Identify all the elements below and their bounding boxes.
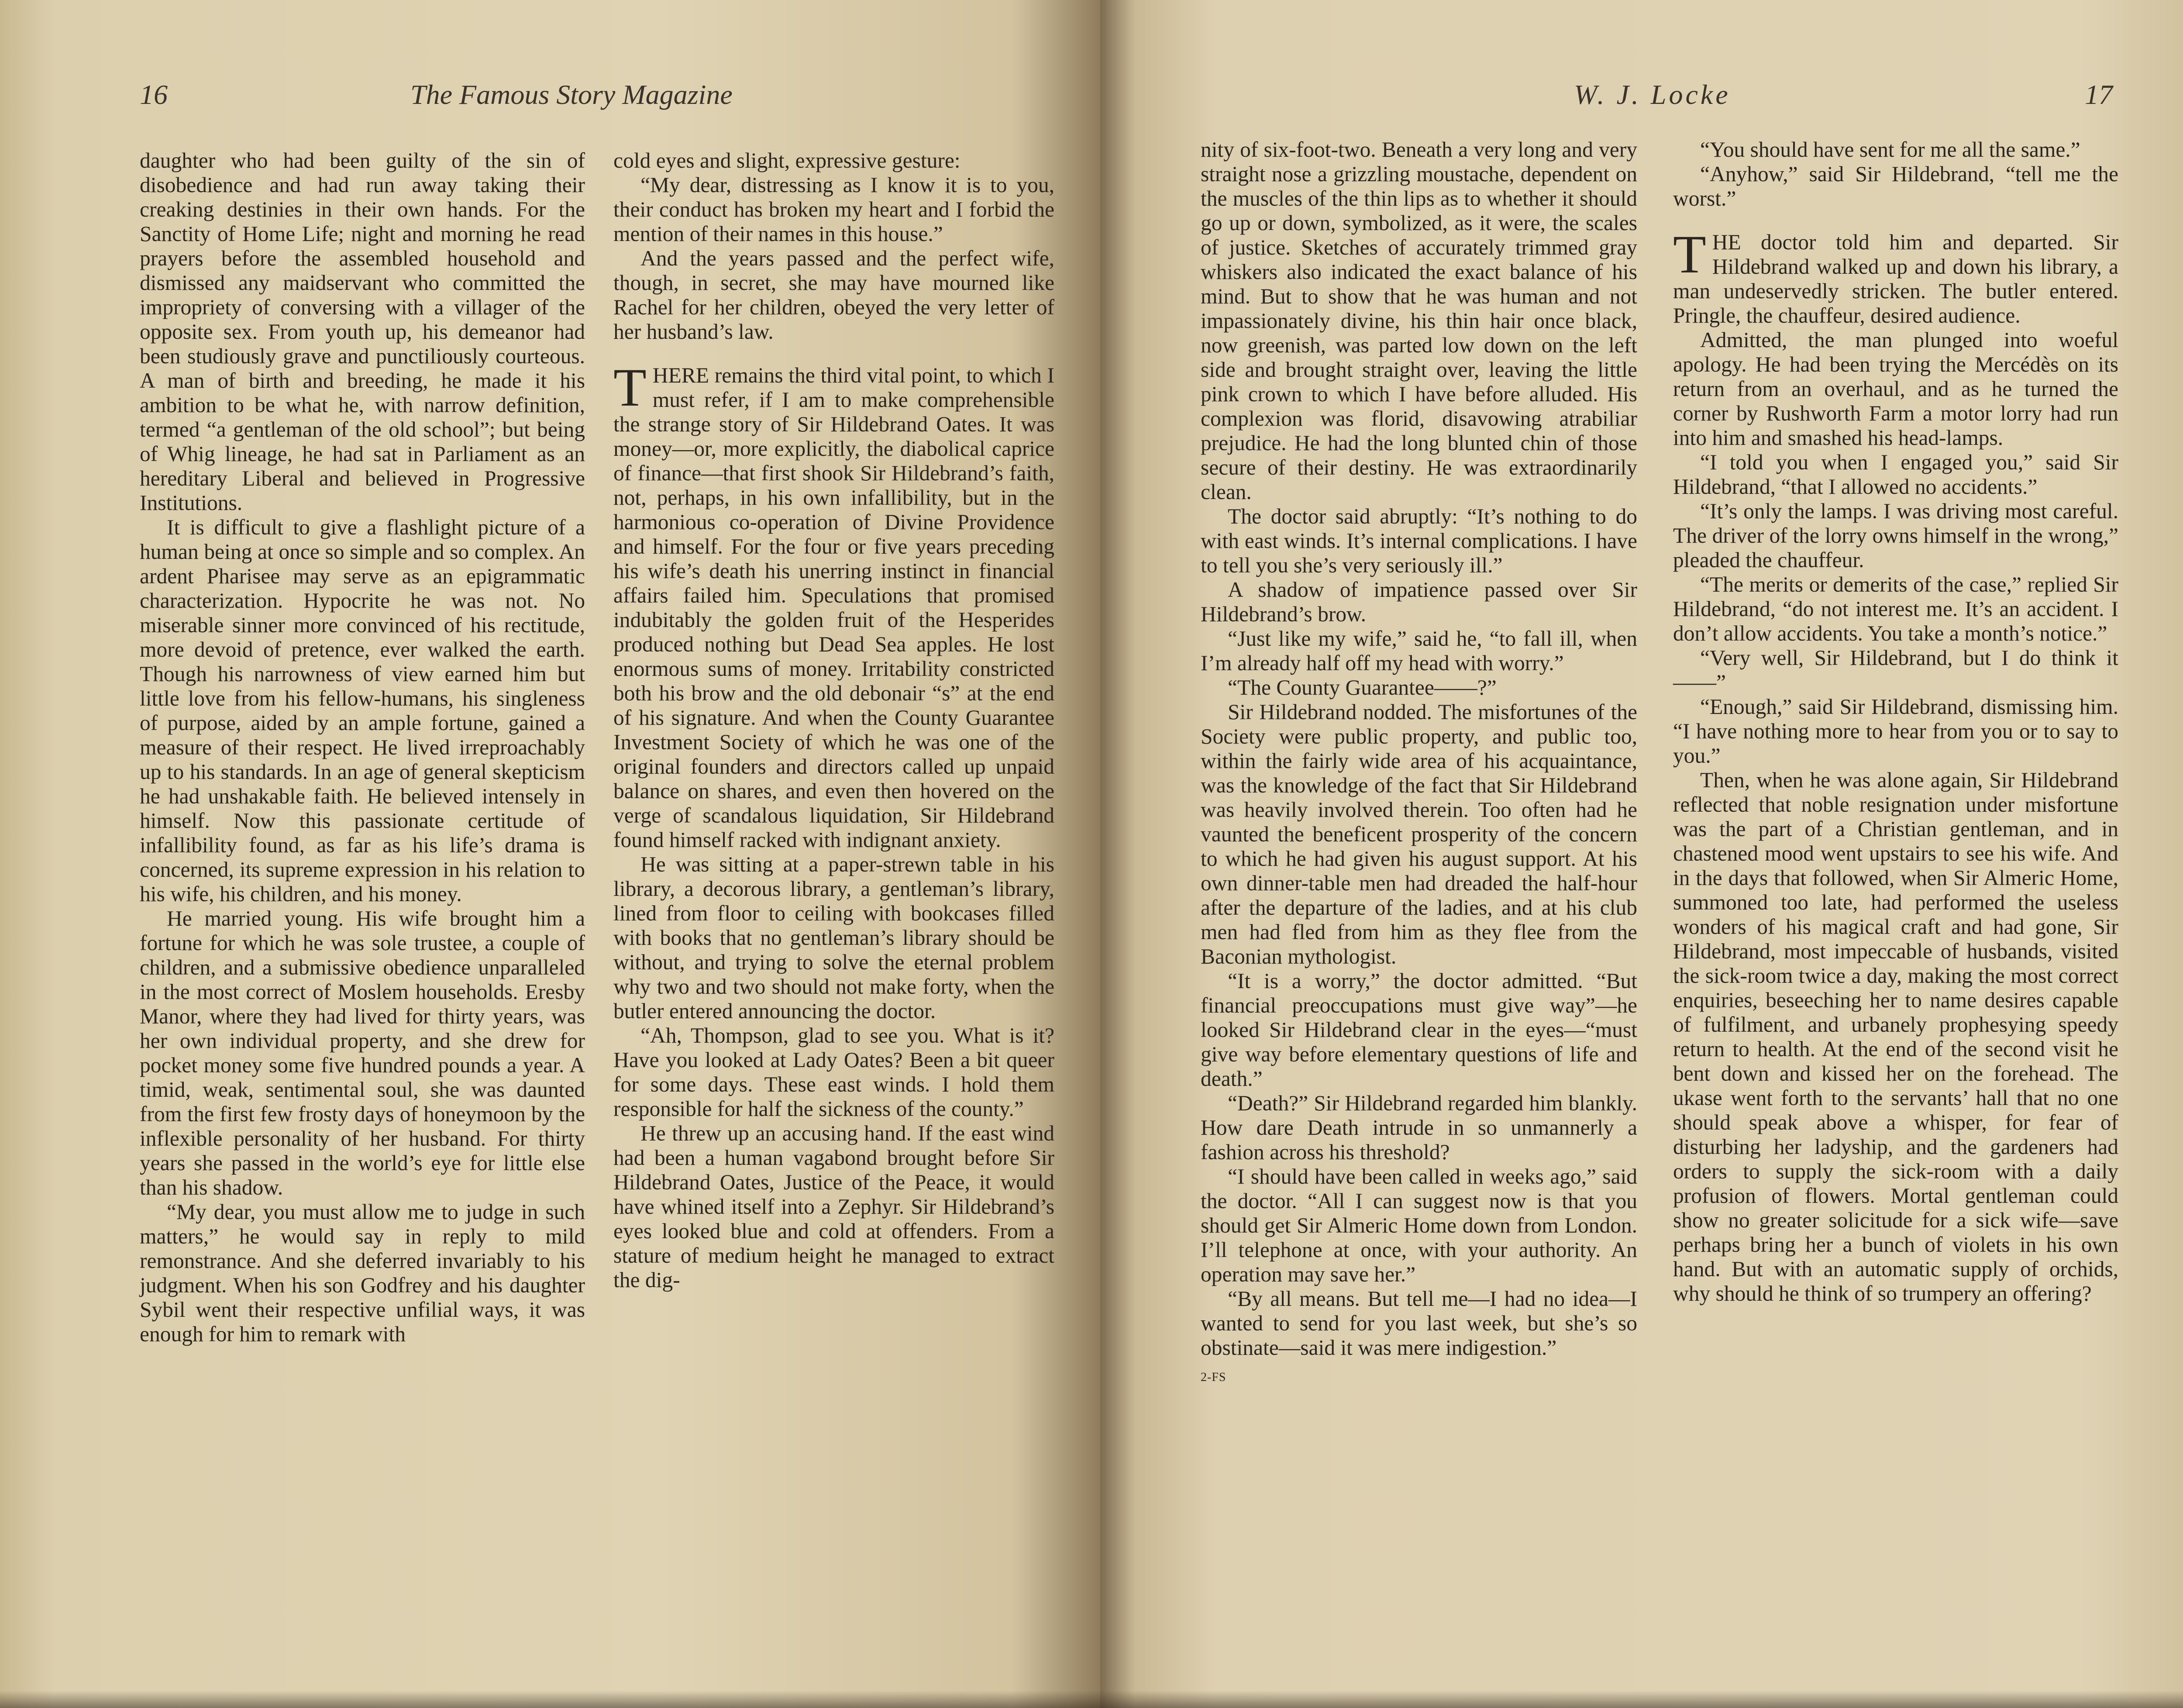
paragraph: “I told you when I engaged you,” said Sir Hildebrand, “that I allowed no accidents.”	[1673, 450, 2118, 499]
paragraph: Sir Hildebrand nodded. The misfortunes of the Society were public property, and public too, within the fairly wide area of his acquaintance, was the knowledge of the fact that Sir Hildebrand was heavily involved therein. Too often had he vaunted the beneficent prosperity of the concern to which he had given his august support. At his own dinner-table men had dreaded the half-hour after the departure of the ladies, and at his club men had fled from him as they flee from the Baconian mythologist.	[1201, 700, 1637, 968]
paragraph: A shadow of impatience passed over Sir Hildebrand’s brow.	[1201, 578, 1637, 626]
paragraph: He married young. His wife brought him a fortune for which he was sole trustee, a couple of children, and a submissive obedience unparalleled in the most correct of Moslem households. Eresby Manor, where they had lived for thirty years, was her own individual property, and she drew for pocket money some five hundred pounds a year. A timid, weak, sentimental soul, she was daunted from the first few frosty days of honeymoon by the inflexible personality of her husband. For thirty years she passed in the world’s eye for little else than his shadow.	[140, 906, 585, 1199]
signature-mark: 2-FS	[1201, 1371, 1226, 1384]
right-page-column-2	[1673, 138, 2118, 1306]
paragraph: And the years passed and the perfect wife, though, in secret, she may have mourned like Rachel for her children, obeyed the very letter of her husband’s law.	[613, 246, 1054, 344]
page-number: 16	[140, 79, 168, 110]
page-edge-shadow	[1100, 1691, 2183, 1708]
paragraph: The doctor said abruptly: “It’s nothing to do with east winds. It’s internal complications. I have to tell you she’s very seriously ill.”	[1201, 504, 1637, 577]
right-page	[1100, 0, 2183, 1708]
paragraph: “By all means. But tell me—I had no idea—I wanted to send for you last week, but she’s so obstinate—said it was mere indigestion.”	[1201, 1287, 1637, 1360]
left-page-column-1	[140, 148, 585, 1346]
paragraph: He threw up an accusing hand. If the east wind had been a human vagabond brought before Sir Hildebrand Oates, Justice of the Peace, it would have whined itself into a Zephyr. Sir Hildebrand’s eyes looked blue and cold at offenders. From a stature of medium height he managed to extract the dig-	[613, 1121, 1054, 1292]
paragraph: He was sitting at a paper-strewn table in his library, a decorous library, a gentleman’s library, lined from floor to ceiling with bookcases filled with books that no gentleman’s library should be without, and trying to solve the eternal problem why two and two should not make forty, when the butler entered announcing the doctor.	[613, 852, 1054, 1023]
paragraph: daughter who had been guilty of the sin of disobedience and had run away taking their creaking destinies in their own hands. For the Sanctity of Home Life; night and morning he read prayers before the assembled household and dismissed any maidservant who committed the impropriety of conversing with a villager of the opposite sex. From youth up, his demeanor had been studiously grave and punctiliously courteous. A man of birth and breeding, he made it his ambition to be what he, with narrow definition, termed “a gentleman of the old school”; but being of Whig lineage, he had sat in Parliament as an hereditary Liberal and believed in Progressive Institutions.	[140, 148, 585, 515]
paragraph: It is difficult to give a flashlight picture of a human being at once so simple and so complex. An ardent Pharisee may serve as an epigrammatic characterization. Hypocrite he was not. No miserable sinner more convinced of his rectitude, more devoid of pretence, ever walked the earth. Though his narrowness of view earned him but little love from his fellow-humans, his singleness of purpose, aided by an ample fortune, gained a measure of their respect. He lived irreproachably up to his standards. In an age of general skepticism he had unshakable faith. He believed intensely in himself. Now this passionate certitude of infallibility found, as far as his life’s drama is concerned, its supreme expression in his relation to his wife, his children, and his money.	[140, 515, 585, 906]
paragraph: “It is a worry,” the doctor admitted. “But financial preoccupations must give way”—he looked Sir Hildebrand clear in the eyes—“must give way before elementary questions of life and death.”	[1201, 969, 1637, 1091]
paragraph: “Enough,” said Sir Hildebrand, dismissing him. “I have nothing more to hear from you or to say to you.”	[1673, 695, 2118, 768]
paragraph: “The merits or demerits of the case,” replied Sir Hildebrand, “do not interest me. It’s an accident. I don’t allow accidents. You take a month’s notice.”	[1673, 572, 2118, 645]
paragraph: “You should have sent for me all the same.”	[1700, 138, 2080, 162]
paragraph: “Very well, Sir Hildebrand, but I do think it——”	[1673, 646, 2118, 694]
section-text: HE doctor told him and departed. Sir Hildebrand walked up and down his library, a man undeservedly stricken. The butler entered. Pringle, the chauffeur, desired audience.	[1673, 230, 2118, 327]
left-page-column-2	[613, 148, 1054, 1292]
paragraph: “Death?” Sir Hildebrand regarded him blankly. How dare Death intrude in so unmannerly a fashion across his threshold?	[1201, 1091, 1637, 1164]
paragraph: “Just like my wife,” said he, “to fall ill, when I’m already half off my head with worry.”	[1201, 627, 1637, 675]
section-text: HERE remains the third vital point, to which I must refer, if I am to make comprehensible the strange story of Sir Hildebrand Oates. It was money—or, more explicitly, the diabolical caprice of finance—that first shook Sir Hildebrand’s faith, not, perhaps, in his own infallibility, but in the harmonious co-operation of Divine Providence and himself. For the four or five years preceding his wife’s death his unerring instinct in financial affairs failed him. Speculations that promised indubitably the golden fruit of the Hesperides produced nothing but Dead Sea apples. He lost enormous sums of money. Irritability constricted both his brow and the old debonair “s” at the end of his signature. And when the County Guarantee Investment Society of which he was one of the original founders and directors called up unpaid balance on shares, and even then hovered on the verge of scandalous liquidation, Sir Hildebrand found himself racked with indignant anxiety.	[613, 363, 1054, 852]
paragraph: cold eyes and slight, expressive gesture:	[613, 148, 961, 172]
paragraph: “I should have been called in weeks ago,” said the doctor. “All I can suggest now is that you should get Sir Almeric Home down from London. I’ll telephone at once, with your authority. An operation may save her.”	[1201, 1164, 1637, 1286]
paragraph: “My dear, distressing as I know it is to you, their conduct has broken my heart and I forbid the mention of their names in this house.”	[613, 173, 1054, 246]
paragraph: “My dear, you must allow me to judge in such matters,” he would say in reply to mild remonstrance. And she deferred invariably to his judgment. When his son Godfrey and his daughter Sybil went their respective unfilial ways, it was enough for him to remark with	[140, 1200, 585, 1346]
section-opening-paragraph	[1673, 224, 2118, 328]
drop-cap: T	[1673, 224, 1706, 284]
paragraph: Then, when he was alone again, Sir Hildebrand reflected that noble resignation under misfortune was the part of a Christian gentleman, and in chastened mood went upstairs to see his wife. And in the days that followed, when Sir Almeric Home, summoned too late, had performed the useless wonders of his magical craft and had gone, Sir Hildebrand, most impeccable of husbands, visited the sick-room twice a day, making the most correct enquiries, beseeching her to name desires capable of fulfilment, and urbanely prophesying speedy return to health. At the end of the second visit he bent down and kissed her on the forehead. The ukase went forth to the servants’ hall that no one should speak above a whisper, for fear of disturbing her ladyship, and the gardeners had orders to supply the sick-room with a daily profusion of flowers. Mortal gentleman could show no greater solicitude for a sick wife—save perhaps bring her a bunch of violets in his own hand. But with an automatic supply of orchids, why should he think of so trumpery an offering?	[1673, 768, 2118, 1305]
paragraph: “It’s only the lamps. I was driving most careful. The driver of the lorry owns himself in the wrong,” pleaded the chauffeur.	[1673, 499, 2118, 572]
right-page-column-1	[1201, 138, 1637, 1390]
section-opening-paragraph	[613, 358, 1054, 852]
page-number: 17	[2085, 79, 2113, 110]
paragraph: nity of six-foot-two. Beneath a very long and very straight nose a grizzling moustache, dependent on the muscles of the thin lips as to whether it should go up or down, symbolized, as it were, the scales of justice. Sketches of accurately trimmed gray whiskers also indicated the exact balance of his mind. But to show that he was human and not impassionately divine, his thin hair once black, now greenish, was parted low down on the left side and brought straight over, leaving the little pink crown to which I have before alluded. His complexion was florid, disavowing atrabiliar prejudice. He had the long blunted chin of those secure of their destiny. He was extraordinarily clean.	[1201, 138, 1637, 504]
page-edge-shadow	[0, 1691, 1100, 1708]
paragraph: “Anyhow,” said Sir Hildebrand, “tell me the worst.”	[1673, 162, 2118, 210]
paragraph: “The County Guarantee——?”	[1228, 675, 1497, 699]
paragraph: Admitted, the man plunged into woeful apology. He had been trying the Mercédès on its return from an overhaul, and as he turned the corner by Rushworth Farm a motor lorry had run into him and smashed his head-lamps.	[1673, 328, 2118, 450]
paragraph: “Ah, Thompson, glad to see you. What is it? Have you looked at Lady Oates? Been a bit queer for some days. These east winds. I hold them responsible for half the sickness of the county.”	[613, 1023, 1054, 1121]
drop-cap: T	[613, 358, 647, 417]
running-head: W. J. Locke	[1574, 79, 1731, 110]
running-head: The Famous Story Magazine	[410, 79, 733, 110]
